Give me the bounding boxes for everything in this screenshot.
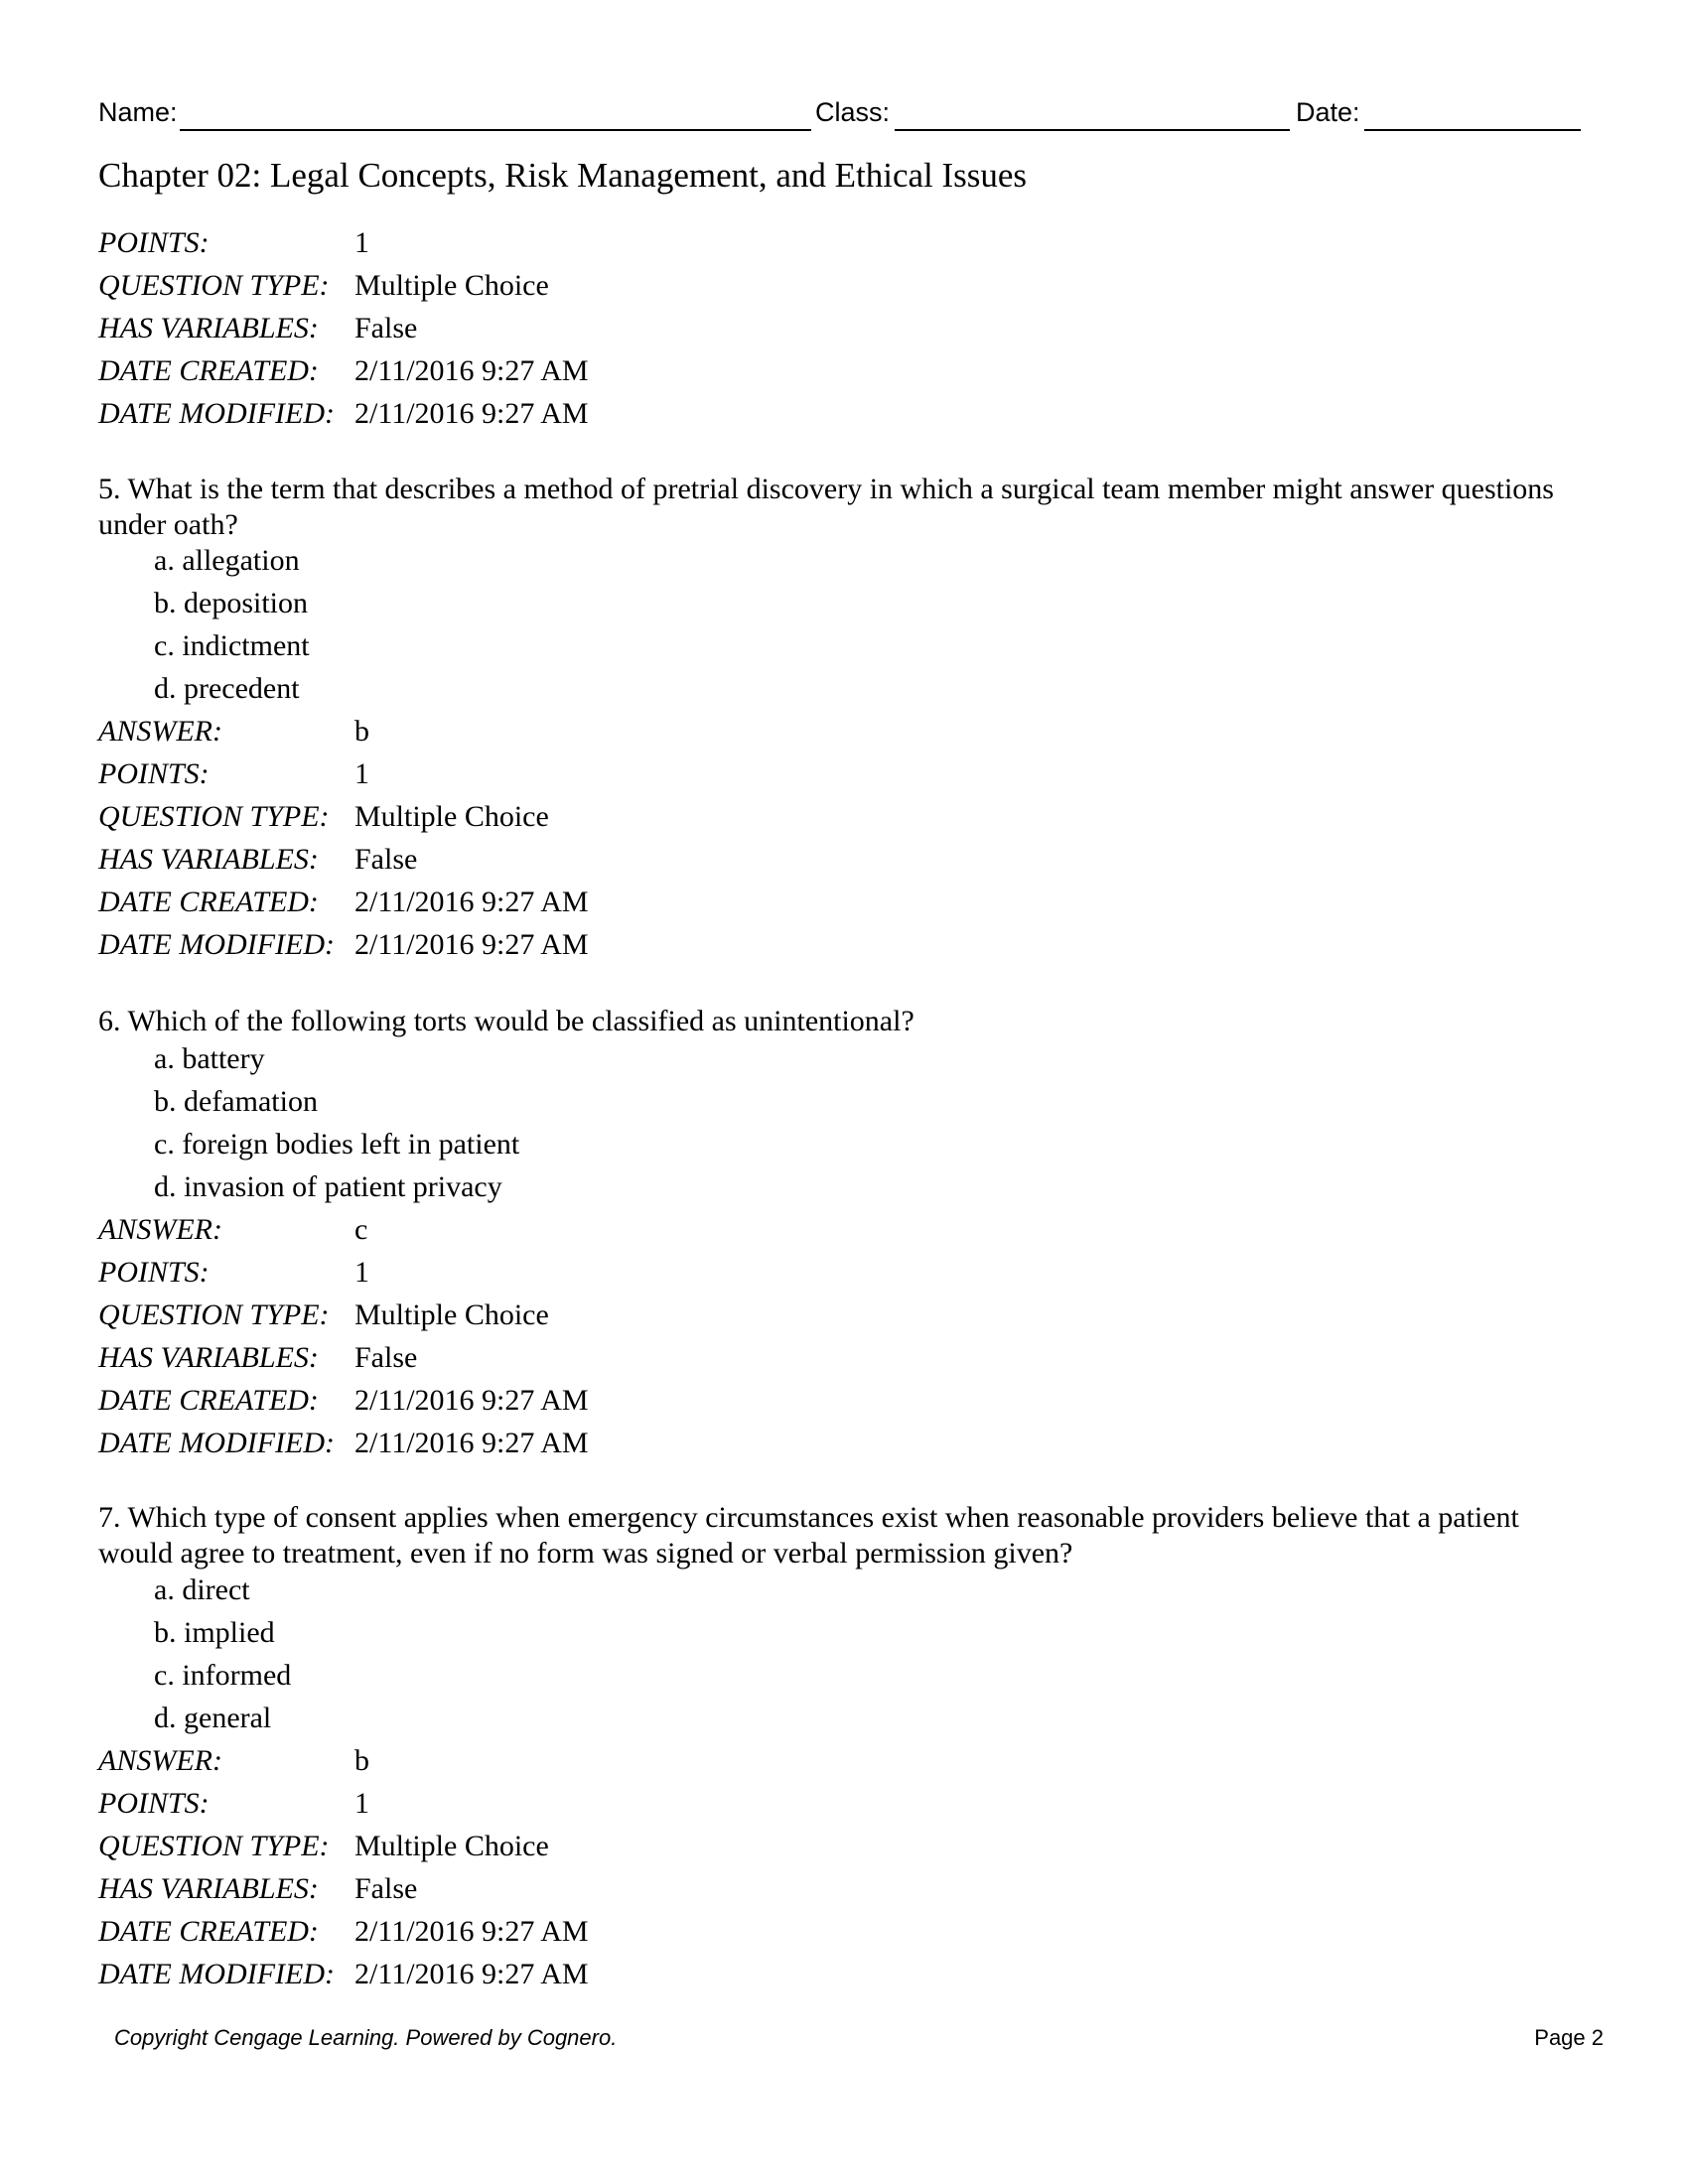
class-field-line <box>895 129 1290 131</box>
meta-value: 2/11/2016 9:27 AM <box>354 397 589 430</box>
choice-option: d. invasion of patient privacy <box>154 1170 502 1203</box>
choice-option: b. deposition <box>154 587 308 619</box>
meta-label: DATE CREATED: <box>98 354 319 387</box>
meta-label: POINTS: <box>98 757 210 790</box>
class-label: Class: <box>815 97 891 127</box>
meta-label: ANSWER: <box>98 1744 222 1777</box>
meta-label: DATE MODIFIED: <box>98 1958 335 1990</box>
meta-label: QUESTION TYPE: <box>98 800 330 833</box>
meta-value: 1 <box>354 1256 369 1289</box>
meta-label: DATE MODIFIED: <box>98 397 335 430</box>
choice-option: d. precedent <box>154 672 300 705</box>
meta-value: Multiple Choice <box>354 1298 549 1331</box>
meta-value: c <box>354 1213 368 1246</box>
meta-label: DATE MODIFIED: <box>98 1427 335 1459</box>
choice-option: a. direct <box>154 1573 250 1606</box>
meta-label: QUESTION TYPE: <box>98 1298 330 1331</box>
meta-value: b <box>354 715 369 748</box>
choice-option: c. informed <box>154 1659 292 1692</box>
choice-option: c. indictment <box>154 629 310 662</box>
date-label: Date: <box>1296 97 1360 127</box>
meta-label: HAS VARIABLES: <box>98 1341 319 1374</box>
meta-value: 2/11/2016 9:27 AM <box>354 1384 589 1417</box>
meta-value: 1 <box>354 226 369 259</box>
meta-value: b <box>354 1744 369 1777</box>
choice-option: a. allegation <box>154 544 300 577</box>
question-text: 6. Which of the following torts would be classified as unintentional? <box>98 1005 914 1037</box>
name-field-line <box>180 129 811 131</box>
meta-label: DATE CREATED: <box>98 1384 319 1417</box>
meta-label: DATE MODIFIED: <box>98 928 335 961</box>
meta-value: False <box>354 1872 418 1905</box>
choice-option: b. defamation <box>154 1085 318 1118</box>
meta-label: POINTS: <box>98 1787 210 1820</box>
meta-label: ANSWER: <box>98 715 222 748</box>
meta-value: 2/11/2016 9:27 AM <box>354 354 589 387</box>
page-number: Page 2 <box>1534 2025 1604 2050</box>
meta-value: False <box>354 1341 418 1374</box>
meta-value: Multiple Choice <box>354 1830 549 1862</box>
meta-value: Multiple Choice <box>354 269 549 302</box>
meta-label: QUESTION TYPE: <box>98 1830 330 1862</box>
meta-label: POINTS: <box>98 226 210 259</box>
meta-value: 1 <box>354 757 369 790</box>
meta-value: 2/11/2016 9:27 AM <box>354 928 589 961</box>
choice-option: b. implied <box>154 1616 275 1649</box>
meta-label: HAS VARIABLES: <box>98 1872 319 1905</box>
question-text: 7. Which type of consent applies when emergency circumstances exist when reasonable providers believe that a patient would agree to treatment, even if no form was signed or verbal permission given? <box>98 1501 1519 1570</box>
meta-label: HAS VARIABLES: <box>98 312 319 344</box>
page-title: Chapter 02: Legal Concepts, Risk Management, and Ethical Issues <box>98 156 1028 195</box>
choice-option: a. battery <box>154 1042 265 1075</box>
meta-value: 2/11/2016 9:27 AM <box>354 1958 589 1990</box>
meta-label: DATE CREATED: <box>98 886 319 918</box>
student-header <box>98 97 1598 137</box>
choice-option: c. foreign bodies left in patient <box>154 1128 520 1160</box>
meta-value: False <box>354 843 418 876</box>
meta-value: False <box>354 312 418 344</box>
meta-value: 2/11/2016 9:27 AM <box>354 886 589 918</box>
question-text: 5. What is the term that describes a method of pretrial discovery in which a surgical team member might answer questions under oath? <box>98 473 1554 541</box>
meta-label: DATE CREATED: <box>98 1915 319 1948</box>
meta-label: POINTS: <box>98 1256 210 1289</box>
meta-label: HAS VARIABLES: <box>98 843 319 876</box>
meta-label: QUESTION TYPE: <box>98 269 330 302</box>
meta-value: 1 <box>354 1787 369 1820</box>
copyright-text: Copyright Cengage Learning. Powered by Cognero. <box>114 2025 618 2050</box>
choice-option: d. general <box>154 1702 272 1734</box>
meta-value: 2/11/2016 9:27 AM <box>354 1427 589 1459</box>
meta-value: Multiple Choice <box>354 800 549 833</box>
date-field-line <box>1364 129 1581 131</box>
meta-label: ANSWER: <box>98 1213 222 1246</box>
meta-value: 2/11/2016 9:27 AM <box>354 1915 589 1948</box>
name-label: Name: <box>98 97 178 127</box>
